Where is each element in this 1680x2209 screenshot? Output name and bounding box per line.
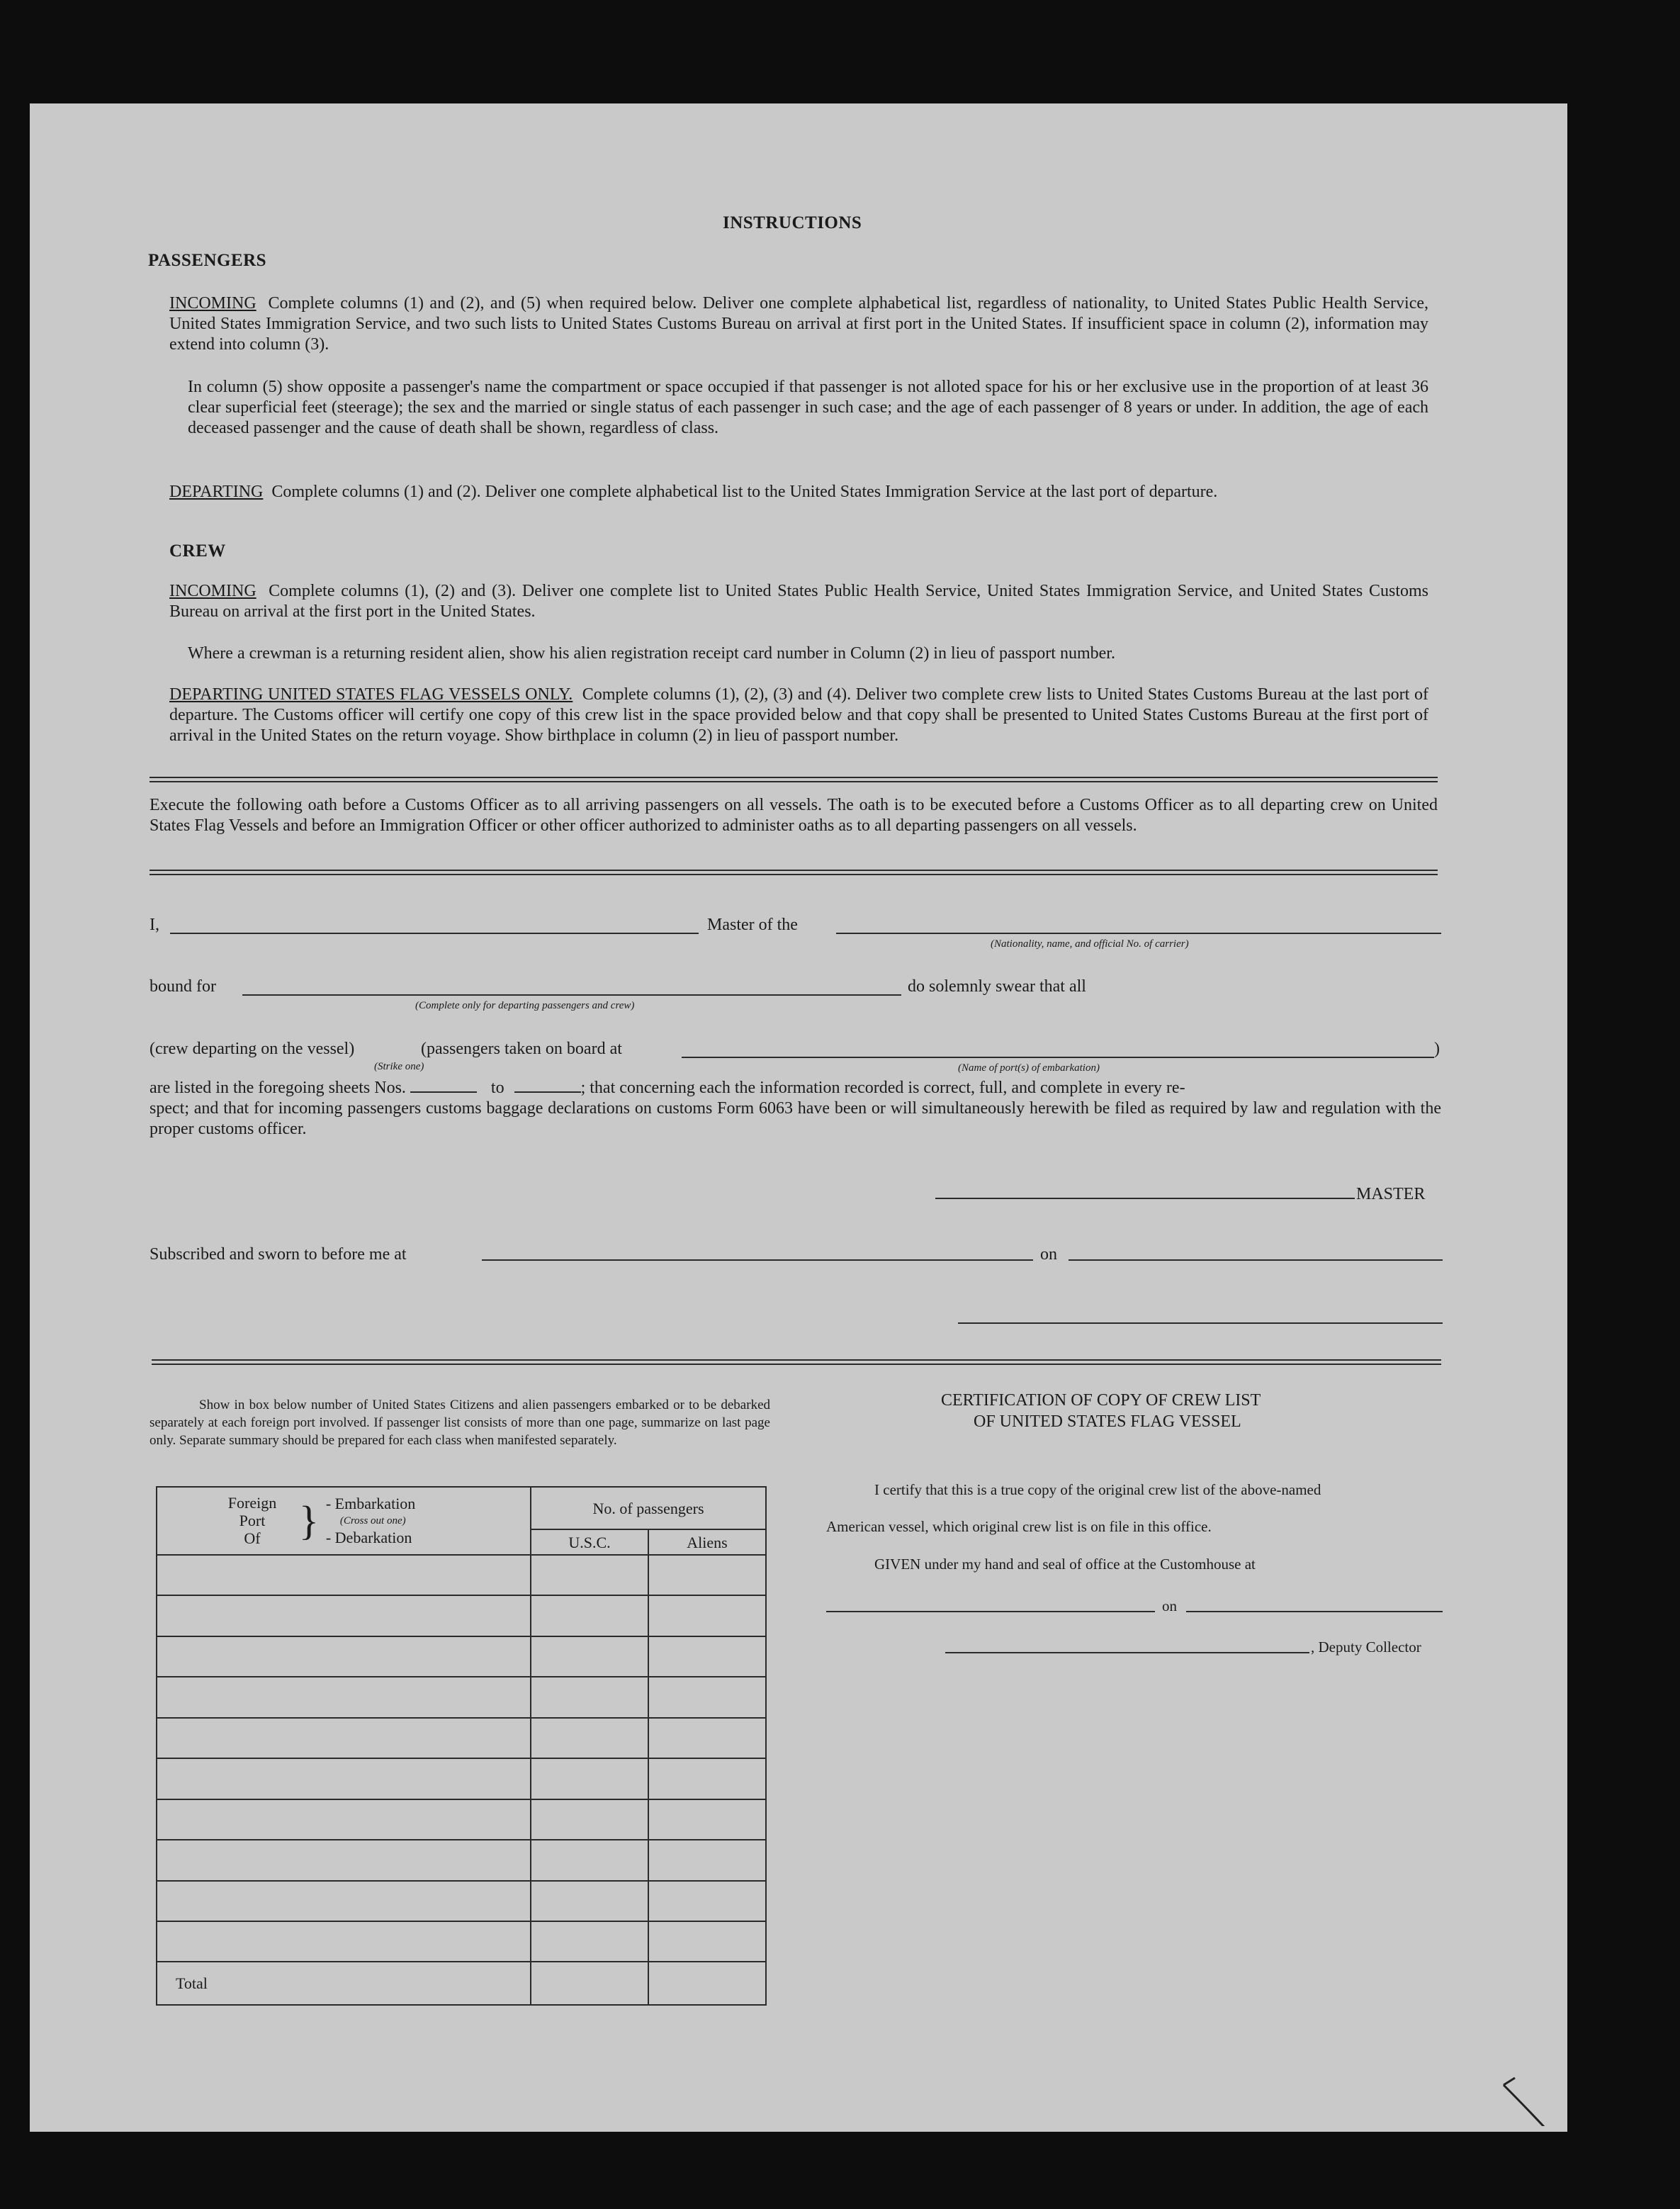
master-name-field[interactable] <box>170 933 699 934</box>
of-label: Of <box>244 1529 261 1548</box>
bound-for-hint: (Complete only for departing passengers and crew) <box>415 1000 635 1011</box>
sworn-date-field[interactable] <box>1069 1259 1443 1261</box>
certification-title-line2: OF UNITED STATES FLAG VESSEL <box>974 1412 1241 1431</box>
aliens-cell[interactable] <box>648 1758 766 1799</box>
crew-departing-text: Complete columns (1), (2), (3) and (4). Deliver two complete crew lists to United States Customs Bureau at the last port of departure. The Customs officer will certify one copy of this crew list in the space provided below and that copy shall be presented to United States Customs Bureau at the first port of arrival in the United States on the return voyage. Show birthplace in column (2) in lieu of passport number. <box>169 685 1428 745</box>
usc-header: U.S.C. <box>531 1529 648 1554</box>
summary-instructions: Show in box below number of United States Citizens and alien passengers embarked or to be debarked separately at each foreign port involved. If passenger list consists of more than one page, summarize on last page only. Separate summary should be prepared for each class when manifested separately. <box>150 1398 770 1448</box>
oath-i-label: I, <box>150 916 159 934</box>
port-cell[interactable] <box>157 1636 531 1677</box>
embarkation-option[interactable]: - Embarkation <box>325 1494 416 1512</box>
passengers-section-title: PASSENGERS <box>148 251 267 270</box>
crew-departing-paragraph <box>169 685 1428 746</box>
debarkation-option[interactable]: - Debarkation <box>325 1528 412 1546</box>
sworn-at-field[interactable] <box>482 1259 1033 1261</box>
certification-title-line1: CERTIFICATION OF COPY OF CREW LIST <box>941 1391 1261 1410</box>
passengers-departing-paragraph <box>169 482 1428 502</box>
crew-departing-option[interactable]: (crew departing on the vessel) <box>150 1040 355 1058</box>
port-cell[interactable] <box>157 1555 531 1595</box>
passengers-incoming-label: INCOMING <box>169 294 256 313</box>
certify-text-line1: I certify that this is a true copy of the original crew list of the above-named <box>874 1481 1321 1498</box>
no-of-passengers-header: No. of passengers <box>531 1487 766 1529</box>
passengers-departing-text: Complete columns (1) and (2). Deliver one complete alphabetical list to the United States Immigration Service at the last port of departure. <box>271 483 1218 501</box>
passengers-column5-paragraph: In column (5) show opposite a passenger's name the compartment or space occupied if that passenger is not alloted space for his or her exclusive use in the proportion of at least 36 clear superficial feet (steerage); the sex and the married or single status of each passenger in such case; and the age of each passenger of 8 years or under. In addition, the age of each deceased passenger and the cause of death shall be shown, regardless of class. <box>188 378 1428 437</box>
sheets-text: ; that concerning each the information recorded is correct, full, and complete in every re- <box>580 1079 1185 1097</box>
carrier-hint: (Nationality, name, and official No. of carrier) <box>991 938 1189 950</box>
deputy-collector-signature-field[interactable] <box>945 1652 1309 1653</box>
certify-text-line2: American vessel, which original crew list is on file in this office. <box>826 1518 1212 1535</box>
page-title: INSTRUCTIONS <box>723 213 862 232</box>
cross-out-hint: (Cross out one) <box>339 1514 406 1527</box>
certification-date-field[interactable] <box>1186 1611 1443 1612</box>
port-cell[interactable] <box>157 1677 531 1717</box>
master-of-the-label: Master of the <box>707 916 798 934</box>
close-paren: ) <box>1434 1040 1440 1058</box>
pencil-mark-icon <box>1495 2069 1552 2126</box>
deputy-collector-label: , Deputy Collector <box>1311 1639 1421 1656</box>
oath-intro-paragraph: Execute the following oath before a Customs Officer as to all arriving passengers on all vessels. The oath is to be executed before a Customs Officer as to all departing crew on United States Flag Vessels and before an Immigration Officer or other officer authorized to administer oaths as to all departing passengers on all vessels. <box>150 796 1438 835</box>
crew-departing-label: DEPARTING UNITED STATES FLAG VESSELS ONLY. <box>169 685 573 704</box>
port-cell[interactable] <box>157 1840 531 1880</box>
solemnly-swear-text: do solemnly swear that all <box>908 977 1086 996</box>
brace-icon: } <box>299 1497 319 1544</box>
usc-cell[interactable] <box>531 1799 648 1840</box>
crew-resident-paragraph: Where a crewman is a returning resident alien, show his alien registration receipt card number in Column (2) in lieu of passport number. <box>188 644 1115 663</box>
aliens-header: Aliens <box>648 1529 766 1554</box>
aliens-cell[interactable] <box>648 1555 766 1595</box>
sheet-from-field[interactable] <box>410 1091 477 1093</box>
crew-section-title: CREW <box>169 541 226 561</box>
port-cell[interactable] <box>157 1595 531 1636</box>
passengers-departing-label: DEPARTING <box>169 483 264 501</box>
section-divider <box>150 777 1438 782</box>
port-cell[interactable] <box>157 1718 531 1758</box>
sheets-line <box>150 1078 1441 1098</box>
usc-cell[interactable] <box>531 1840 648 1880</box>
port-cell[interactable] <box>157 1921 531 1962</box>
section-divider <box>152 1359 1441 1365</box>
usc-cell[interactable] <box>531 1595 648 1636</box>
total-usc-cell[interactable] <box>531 1962 648 2005</box>
sheets-label: are listed in the foregoing sheets Nos. <box>150 1079 406 1097</box>
master-label: MASTER <box>1356 1185 1426 1203</box>
usc-cell[interactable] <box>531 1881 648 1921</box>
usc-cell[interactable] <box>531 1758 648 1799</box>
port-cell[interactable] <box>157 1881 531 1921</box>
aliens-cell[interactable] <box>648 1636 766 1677</box>
subscribed-label: Subscribed and sworn to before me at <box>150 1245 407 1264</box>
sheets-to-label: to <box>490 1079 504 1097</box>
passenger-summary-table <box>156 1486 767 2006</box>
port-label: Port <box>239 1512 266 1530</box>
officer-signature-field[interactable] <box>958 1322 1443 1324</box>
total-label: Total <box>157 1962 531 2005</box>
passengers-incoming-paragraph <box>169 293 1428 355</box>
certification-on-label: on <box>1162 1597 1177 1614</box>
passengers-incoming-text: Complete columns (1) and (2), and (5) when required below. Deliver one complete alphabetical list, regardless of nationality, to United States Public Health Service, United States Immigration Service, and two such lists to United States Customs Bureau on arrival at first port in the United States. If insufficient space in column (2), information may extend into column (3). <box>169 294 1429 354</box>
usc-cell[interactable] <box>531 1677 648 1717</box>
sheet-to-field[interactable] <box>514 1091 581 1093</box>
strike-one-hint: (Strike one) <box>374 1061 424 1072</box>
aliens-cell[interactable] <box>648 1799 766 1840</box>
total-aliens-cell[interactable] <box>648 1962 766 2005</box>
section-divider <box>150 870 1438 875</box>
aliens-cell[interactable] <box>648 1595 766 1636</box>
aliens-cell[interactable] <box>648 1840 766 1880</box>
aliens-cell[interactable] <box>648 1881 766 1921</box>
usc-cell[interactable] <box>531 1921 648 1962</box>
foreign-label: Foreign <box>227 1494 277 1512</box>
master-signature-field[interactable] <box>935 1198 1355 1199</box>
crew-incoming-paragraph <box>169 581 1428 622</box>
sheets-continued-text: spect; and that for incoming passengers customs baggage declarations on customs Form 6063 have been or will simultaneously herewith be filed as required by law and regulation with the proper customs officer. <box>150 1099 1441 1138</box>
crew-incoming-label: INCOMING <box>169 582 256 600</box>
passengers-taken-option[interactable]: (passengers taken on board at <box>421 1040 622 1058</box>
customhouse-field[interactable] <box>826 1611 1155 1612</box>
usc-cell[interactable] <box>531 1636 648 1677</box>
usc-cell[interactable] <box>531 1555 648 1595</box>
aliens-cell[interactable] <box>648 1677 766 1717</box>
given-text: GIVEN under my hand and seal of office at the Customhouse at <box>874 1556 1256 1573</box>
port-hint: (Name of port(s) of embarkation) <box>958 1062 1100 1074</box>
port-cell[interactable] <box>157 1758 531 1799</box>
sworn-on-label: on <box>1040 1245 1057 1264</box>
foreign-port-header <box>157 1487 531 1555</box>
aliens-cell[interactable] <box>648 1921 766 1962</box>
aliens-cell[interactable] <box>648 1718 766 1758</box>
usc-cell[interactable] <box>531 1718 648 1758</box>
crew-incoming-text: Complete columns (1), (2) and (3). Deliver one complete list to United States Public Health Service, United States Immigration Service, and United States Customs Bureau on arrival at the first port in the United States. <box>169 582 1428 621</box>
bound-for-label: bound for <box>150 977 216 996</box>
port-cell[interactable] <box>157 1799 531 1840</box>
